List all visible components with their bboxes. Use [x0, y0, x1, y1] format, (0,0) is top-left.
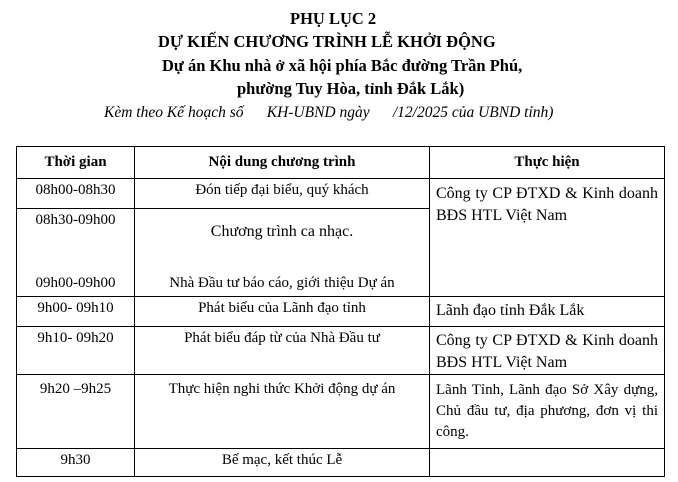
table-row — [17, 449, 665, 477]
attachment-note: Kèm theo Kế hoạch số KH-UBND ngày /12/2025 của UBND tỉnh) — [104, 104, 554, 121]
row-time: 9h00- 09h10 — [17, 297, 135, 327]
row-executor: Lãnh Tỉnh, Lãnh đạo Sở Xây dựng, Chủ đầu tư, địa phương, đơn vị thi công. — [430, 375, 665, 449]
table-row — [17, 179, 665, 209]
row-time: 9h20 –9h25 — [17, 375, 135, 449]
row-content: Thực hiện nghi thức Khởi động dự án — [135, 375, 430, 449]
header-content: Nội dung chương trình — [135, 147, 430, 179]
row-content: Chương trình ca nhạc. — [135, 209, 430, 267]
row-time: 9h10- 09h20 — [17, 327, 135, 375]
row-content: Phát biểu đáp từ của Nhà Đầu tư — [135, 327, 430, 375]
row-content: Bế mạc, kết thúc Lễ — [135, 449, 430, 477]
row-time: 09h00-09h00 — [17, 267, 135, 297]
row-content: Đón tiếp đại biểu, quý khách — [135, 179, 430, 209]
row-time: 08h00-08h30 — [17, 179, 135, 209]
row-executor: Lãnh đạo tỉnh Đắk Lắk — [430, 297, 665, 327]
row-time: 08h30-09h00 — [17, 209, 135, 267]
row-content: Nhà Đầu tư báo cáo, giới thiệu Dự án — [135, 267, 430, 297]
row-executor-merged: Công ty CP ĐTXD & Kinh doanh BĐS HTL Việt Nam — [430, 179, 665, 297]
program-schedule-table — [16, 146, 665, 477]
project-name-line1: Dự án Khu nhà ở xã hội phía Bắc đường Trần Phú, — [162, 56, 523, 75]
table-row — [17, 327, 665, 375]
table-row — [17, 375, 665, 449]
project-name-line2: phường Tuy Hòa, tỉnh Đắk Lắk) — [237, 79, 465, 98]
row-content: Phát biểu của Lãnh đạo tỉnh — [135, 297, 430, 327]
row-time: 9h30 — [17, 449, 135, 477]
document-title: DỰ KIẾN CHƯƠNG TRÌNH LỄ KHỞI ĐỘNG — [158, 32, 496, 51]
header-time: Thời gian — [17, 147, 135, 179]
appendix-label: PHỤ LỤC 2 — [290, 9, 377, 28]
row-executor-empty — [430, 449, 665, 477]
header-executor: Thực hiện — [430, 147, 665, 179]
table-header-row — [17, 147, 665, 179]
table-row — [17, 297, 665, 327]
row-executor: Công ty CP ĐTXD & Kinh doanh BĐS HTL Việt Nam — [430, 327, 665, 375]
